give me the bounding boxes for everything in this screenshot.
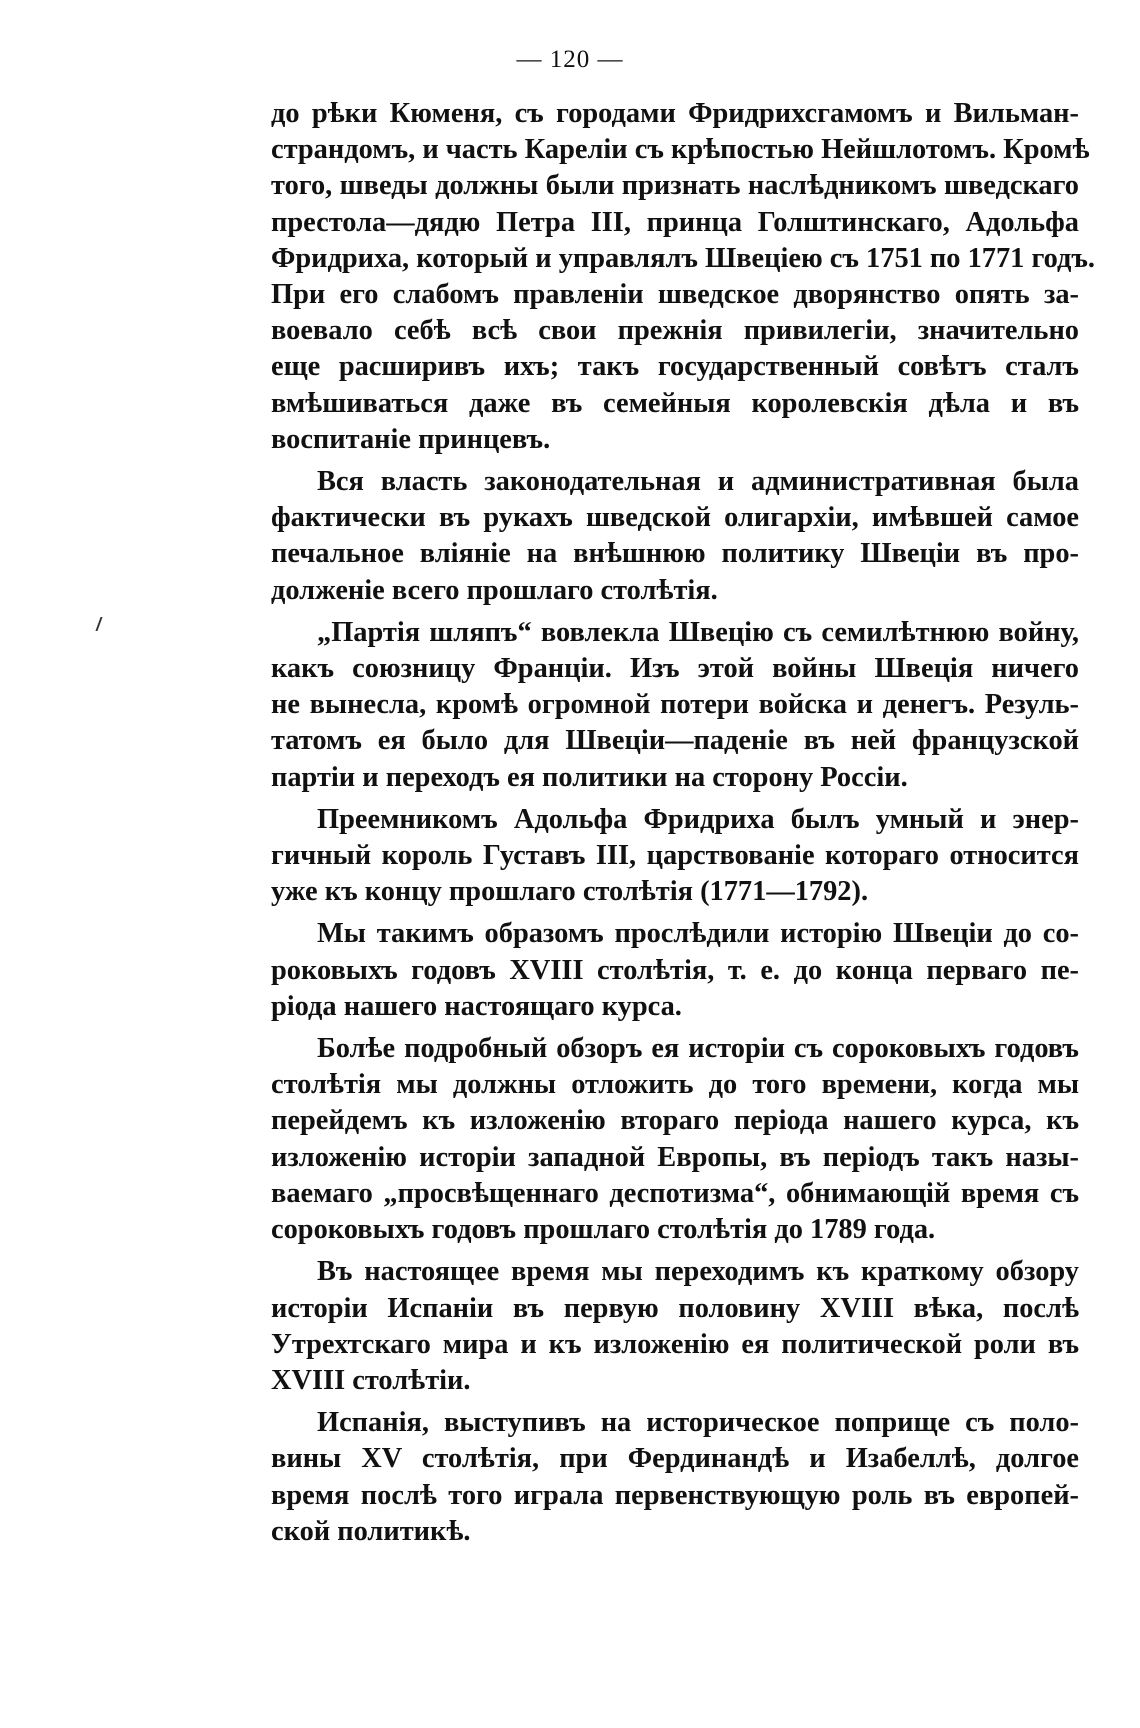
text-line: гичный король Густавъ III, царствованіе котораго относится [271, 840, 1079, 872]
text-line: исторіи Испаніи въ первую половину XVIII вѣка, послѣ [271, 1292, 1079, 1324]
text-line: не вынесла, кромѣ огромной потери войска и денегъ. Резуль- [271, 689, 1079, 721]
text-line: Въ настоящее время мы переходимъ къ краткому обзору [317, 1256, 1079, 1288]
text-line: воевало себѣ всѣ свои прежнія привилегіи, значительно [271, 315, 1079, 347]
text-line: перейдемъ къ изложенію втораго періода нашего курса, къ [271, 1105, 1079, 1137]
text-line: того, шведы должны были признать наслѣдникомъ шведскаго [271, 170, 1079, 202]
text-line: сороковыхъ годовъ прошлаго столѣтія до 1789 года. [271, 1214, 936, 1246]
text-line: Утрехтскаго мира и къ изложенію ея политической роли въ [271, 1328, 1079, 1360]
margin-mark [95, 617, 108, 631]
paragraph-6 [271, 1031, 1079, 1248]
text-line: воспитаніе принцевъ. [271, 423, 551, 455]
paragraph-2 [271, 464, 1079, 609]
text-line: еще расширивъ ихъ; такъ государственный совѣтъ сталъ [271, 351, 1079, 383]
text-line: При его слабомъ правленіи шведское дворянство опять за- [271, 279, 1079, 311]
text-line: татомъ ея было для Швеціи—паденіе въ ней французской [271, 725, 1079, 757]
paragraph-4 [271, 802, 1079, 911]
text-line: XVIII столѣтіи. [271, 1364, 471, 1396]
body-text [271, 96, 1096, 1550]
paragraph-8 [271, 1405, 1079, 1550]
text-line: страндомъ, и часть Кареліи съ крѣпостью Нейшлотомъ. Кромѣ [271, 134, 1090, 166]
page-number: — 120 — [516, 46, 624, 73]
text-line: печальное вліяніе на внѣшнюю политику Швеціи въ про- [271, 538, 1079, 570]
text-line: „Партія шляпъ“ вовлекла Швецію съ семилѣтнюю войну, [317, 616, 1079, 648]
text-line: партіи и переходъ ея политики на сторону Россіи. [271, 761, 908, 793]
paragraph-5 [271, 916, 1079, 1025]
paragraph-3 [271, 615, 1079, 796]
text-line: ваемаго „просвѣщеннаго деспотизма“, обнимающій время съ [271, 1177, 1079, 1209]
text-line: ской политикѣ. [271, 1515, 471, 1547]
text-line: фактически въ рукахъ шведской олигархіи, имѣвшей самое [271, 502, 1079, 534]
text-line: изложенію исторіи западной Европы, въ періодъ такъ назы- [271, 1141, 1079, 1173]
text-line: роковыхъ годовъ XVIII столѣтія, т. е. до конца перваго пе- [271, 954, 1079, 986]
text-line: столѣтія мы должны отложить до того времени, когда мы [271, 1069, 1079, 1101]
text-line: Болѣе подробный обзоръ ея исторіи съ сороковыхъ годовъ [317, 1033, 1079, 1065]
text-line: до рѣки Кюменя, съ городами Фридрихсгамомъ и Вильман- [271, 98, 1079, 129]
text-line: время послѣ того играла первенствующую роль въ европей- [271, 1479, 1079, 1511]
text-line: Фридриха, который и управлялъ Швеціею съ 1751 по 1771 годъ. [271, 242, 1096, 274]
text-line: ріода нашего настоящаго курса. [271, 990, 682, 1022]
text-line: Преемникомъ Адольфа Фридриха былъ умный и энер- [317, 803, 1079, 835]
text-line: Испанія, выступивъ на историческое поприще съ поло- [317, 1407, 1079, 1439]
text-line: вины XV столѣтія, при Фердинандѣ и Изабеллѣ, долгое [271, 1443, 1079, 1475]
text-line: Мы такимъ образомъ прослѣдили исторію Швеціи до со- [317, 918, 1079, 950]
text-line: уже къ концу прошлаго столѣтія (1771—1792). [271, 876, 869, 908]
paragraph-1 [271, 96, 1096, 458]
text-line: вмѣшиваться даже въ семейныя королевскія дѣла и въ [271, 387, 1079, 419]
text-line: престола—дядю Петра III, принца Голштинскаго, Адольфа [271, 206, 1079, 238]
text-line: Вся власть законодательная и административная была [317, 466, 1079, 498]
paragraph-7 [271, 1254, 1079, 1399]
text-line: долженіе всего прошлаго столѣтія. [271, 574, 718, 606]
text-line: какъ союзницу Франціи. Изъ этой войны Швеція ничего [271, 653, 1079, 685]
